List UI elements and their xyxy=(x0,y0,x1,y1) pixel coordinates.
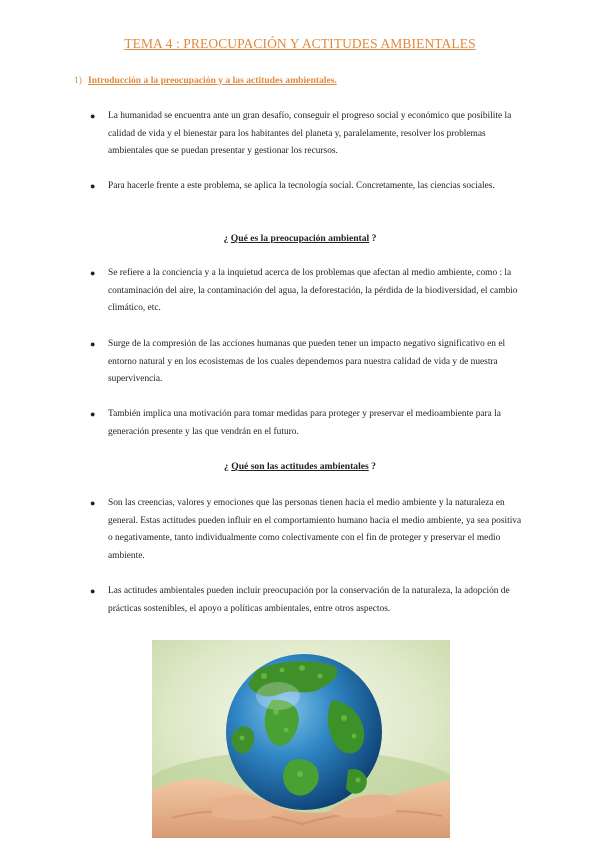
question-open: ¿ xyxy=(223,233,231,244)
list-item: Son las creencias, valores y emociones que las personas tienen hacia el medio ambiente y la naturaleza en general. Estas actitudes pueden influir en el comportamiento humano hacia el medio ambiente, ya sea positiva o negativamente, tanto individualmente como colectivamente con el fin de proteger y preservar el medio ambiente. xyxy=(108,498,522,561)
page-title: TEMA 4 : PREOCUPACIÓN Y ACTITUDES AMBIENTALES xyxy=(124,36,476,51)
question-text: Qué es la preocupación ambiental xyxy=(230,233,370,244)
bullet-icon: ● xyxy=(90,268,96,278)
bullet-icon: ● xyxy=(90,181,96,191)
question-close: ? xyxy=(369,233,377,244)
question-heading-preocupacion xyxy=(0,233,600,244)
question-text: Qué son las actitudes ambientales xyxy=(231,461,369,472)
list-item: Se refiere a la conciencia y a la inquietud acerca de los problemas que afectan al medio ambiente, como : la contaminación del aire, la contaminación del agua, la deforestación, la pérdida de la biodiversidad, el cambio climático, etc. xyxy=(108,268,518,313)
bullet-icon: ● xyxy=(90,586,96,596)
list-item: Para hacerle frente a este problema, se aplica la tecnología social. Concretamente, las ciencias sociales. xyxy=(108,181,495,191)
question-close: ? xyxy=(368,461,376,472)
bullet-icon: ● xyxy=(90,339,96,349)
list-item: La humanidad se encuentra ante un gran desafío, conseguir el progreso social y económico que posibilite la calidad de vida y el bienestar para los habitantes del planeta y, paralelamente, resolver los problemas ambientales que se puedan presentar y gestionar los recursos. xyxy=(108,111,512,156)
list-item: Las actitudes ambientales pueden incluir preocupación por la conservación de la naturaleza, la adopción de prácticas sostenibles, el apoyo a políticas ambientales, entre otros aspectos. xyxy=(108,586,510,614)
bullet-icon: ● xyxy=(90,498,96,508)
section-number: 1) xyxy=(74,75,82,86)
section-heading xyxy=(74,75,337,86)
section-title: Introducción a la preocupación y a las actitudes ambientales. xyxy=(88,75,337,86)
question-open: ¿ xyxy=(224,461,232,472)
bullet-icon: ● xyxy=(90,409,96,419)
earth-in-hands-icon xyxy=(152,640,450,838)
list-item: Surge de la compresión de las acciones humanas que pueden tener un impacto negativo significativo en el entorno natural y en los ecosistemas de los cuales dependemos para nuestra calidad de vida y de nuestra supervivencia. xyxy=(108,339,506,384)
bullet-icon: ● xyxy=(90,111,96,121)
question-heading-actitudes xyxy=(0,461,600,472)
list-item: También implica una motivación para tomar medidas para proteger y preservar el medioambiente para la generación presente y las que vendrán en el futuro. xyxy=(108,409,501,437)
